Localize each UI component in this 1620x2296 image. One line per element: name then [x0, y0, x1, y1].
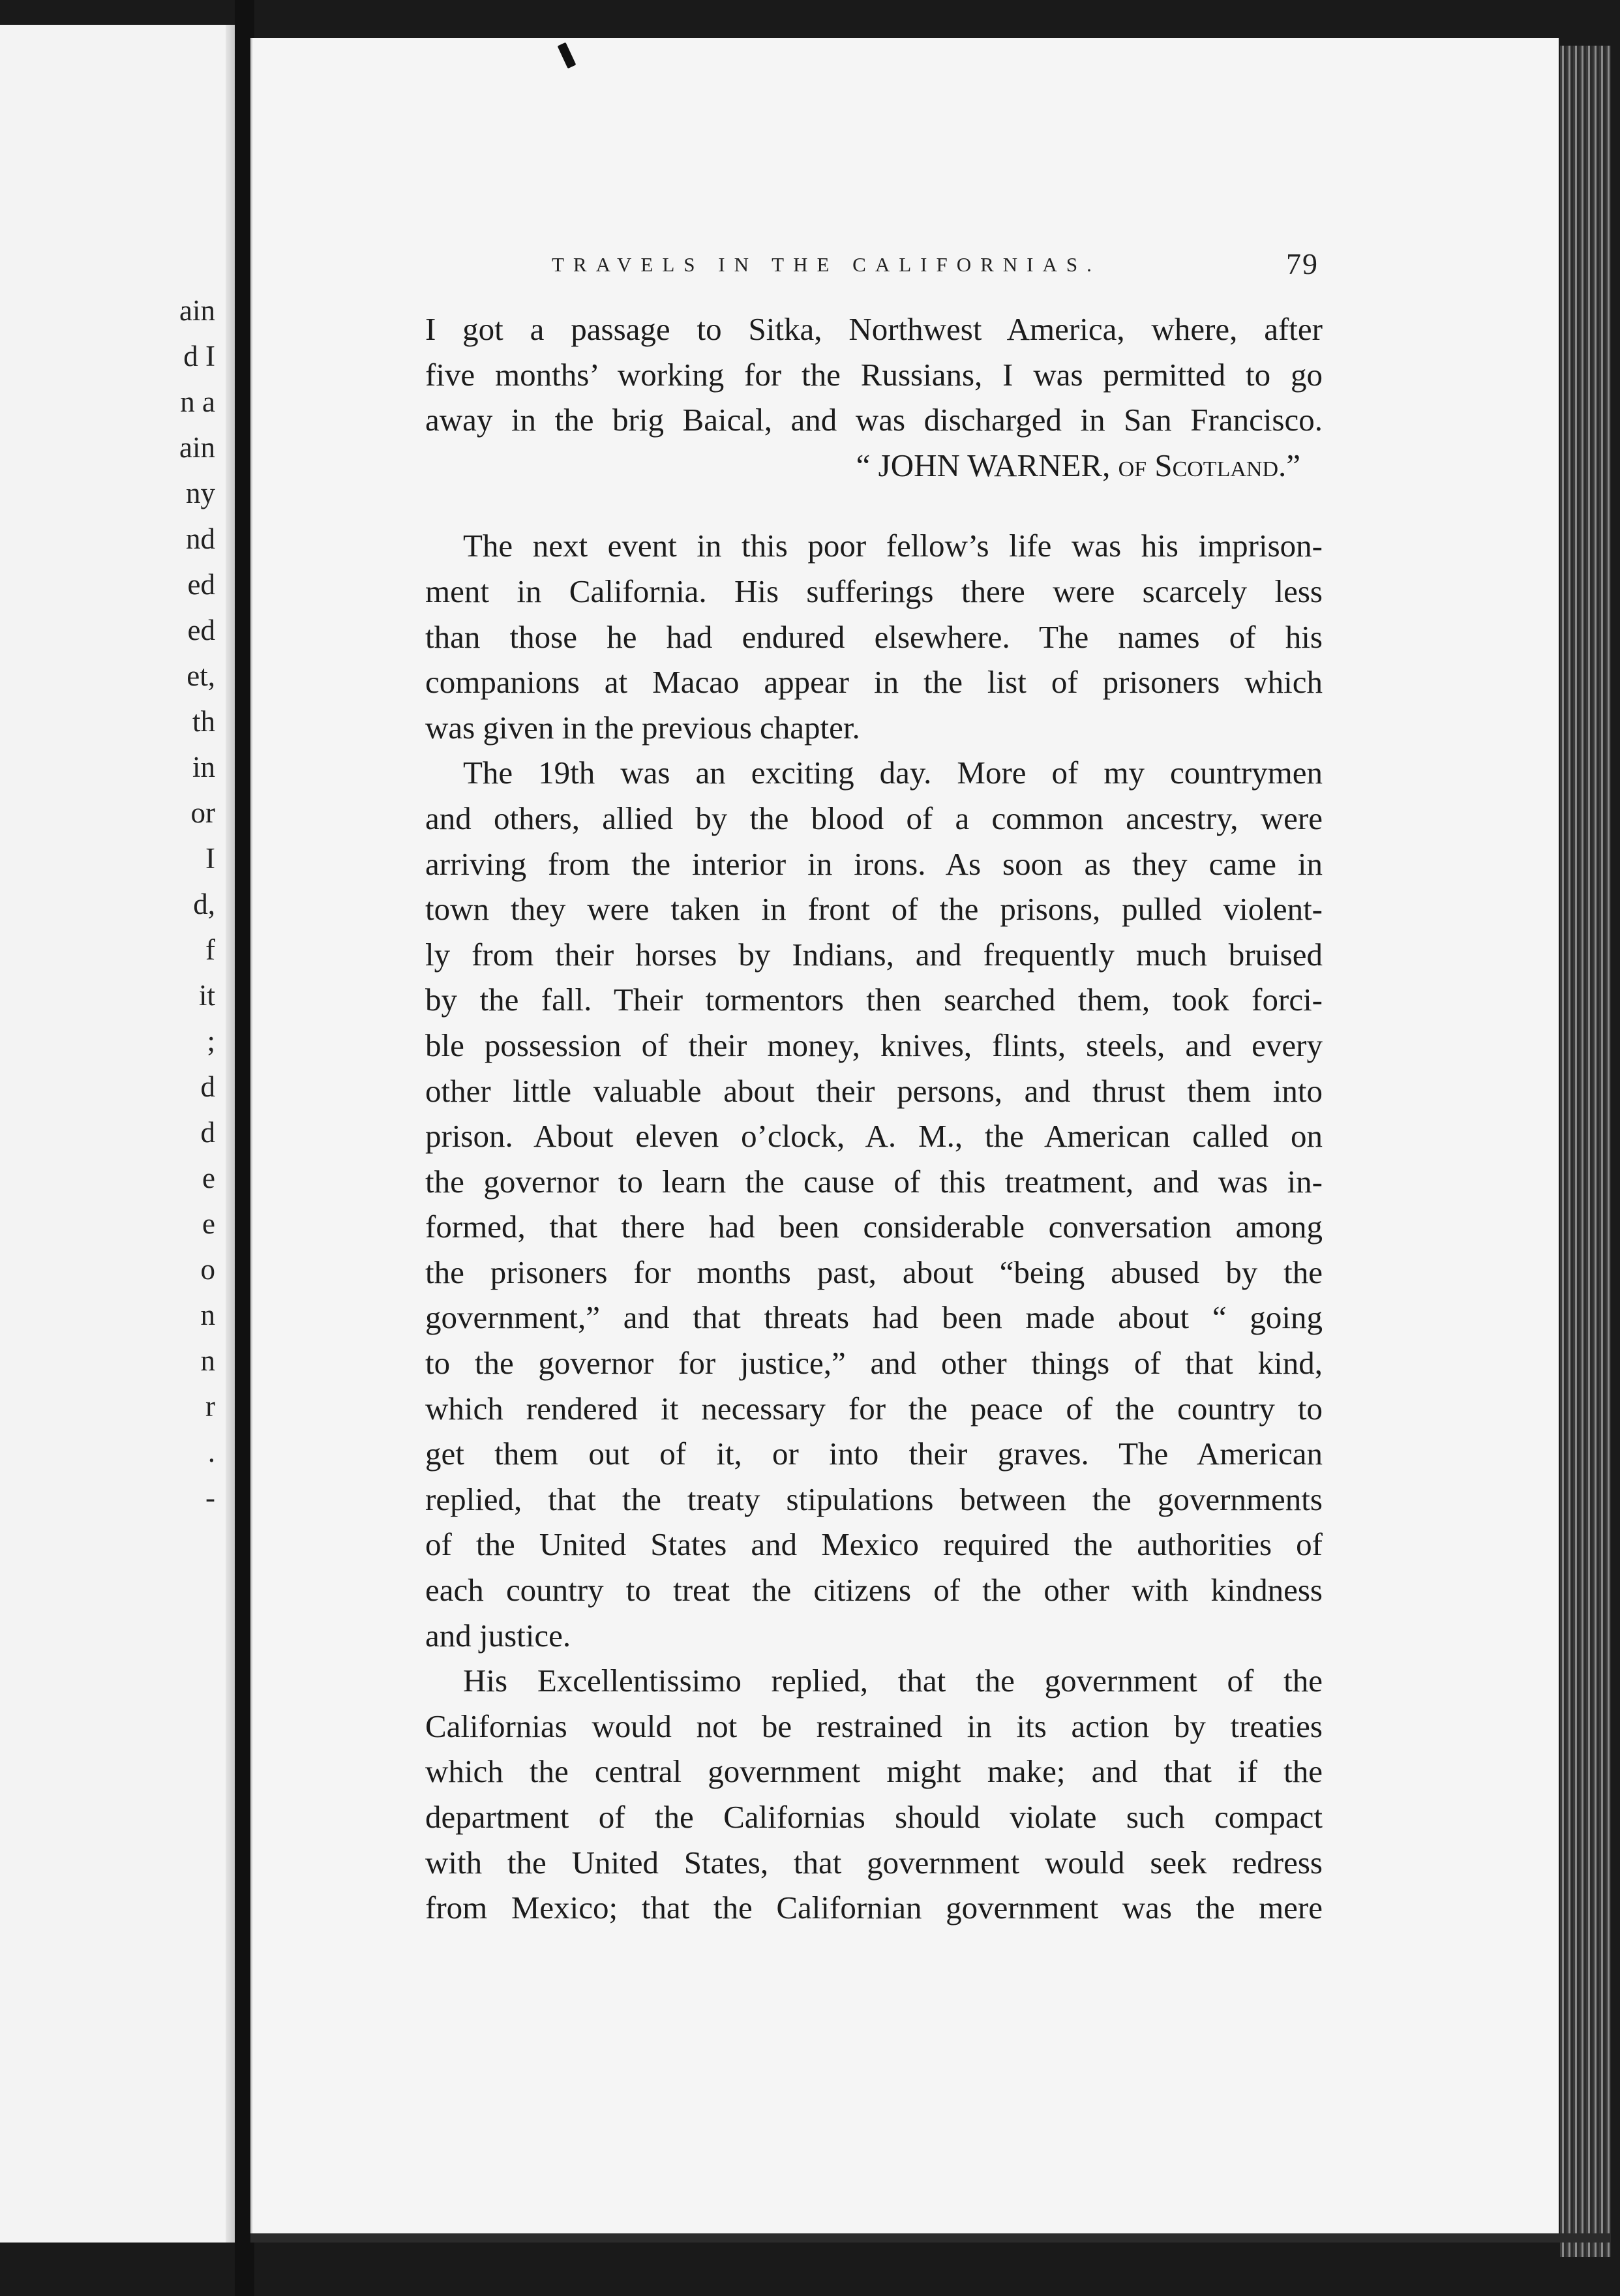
text-line: get them out of it, or into their graves. The American: [425, 1436, 1323, 1472]
signature-line: “ JOHN WARNER, of Scotland.”: [856, 447, 1300, 483]
text-line: each country to treat the citizens of the other with kindness: [425, 1572, 1323, 1609]
text-line: other little valuable about their persons, and thrust them into: [425, 1072, 1323, 1109]
left-fragment: e: [202, 1162, 215, 1194]
page-edges-stack: [1560, 46, 1611, 2257]
text-line: and others, allied by the blood of a common ancestry, were: [425, 800, 1323, 836]
left-fragment: ain: [179, 431, 215, 464]
text-line: with the United States, that government would seek redress: [425, 1844, 1323, 1881]
text-line: to the governor for justice,” and other things of that kind,: [425, 1345, 1323, 1382]
text-line: by the fall. Their tormentors then searched them, took forci-: [425, 982, 1323, 1018]
left-fragment: n: [200, 1299, 215, 1331]
left-fragment: I: [205, 842, 215, 875]
text-line: which the central government might make; and that if the: [425, 1753, 1323, 1790]
text-line: from Mexico; that the Californian government was the mere: [425, 1890, 1323, 1926]
page-bottom-shadow: [250, 2233, 1611, 2243]
left-fragment: r: [205, 1390, 215, 1423]
running-title: TRAVELS IN THE CALIFORNIAS.: [552, 253, 1101, 276]
text-line: The 19th was an exciting day. More of my countrymen: [463, 755, 1323, 791]
left-fragment: -: [205, 1481, 215, 1514]
text-line: formed, that there had been considerable conversation among: [425, 1209, 1323, 1245]
left-fragment: ed: [187, 614, 215, 646]
text-line: companions at Macao appear in the list of prisoners which: [425, 664, 1323, 701]
text-line: town they were taken in front of the prisons, pulled violent-: [425, 891, 1323, 928]
text-line: arriving from the interior in irons. As soon as they came in: [425, 845, 1323, 882]
text-line: department of the Californias should violate such compact: [425, 1799, 1323, 1835]
left-fragment: e: [202, 1207, 215, 1240]
text-line: than those he had endured elsewhere. The names of his: [425, 618, 1323, 655]
text-line: which rendered it necessary for the peace of the country to: [425, 1390, 1323, 1427]
left-fragment: d,: [193, 888, 215, 920]
left-fragment: or: [190, 796, 215, 829]
text-line: ment in California. His sufferings there were scarcely less: [425, 573, 1323, 609]
text-line: prison. About eleven o’clock, A. M., the American called on: [425, 1118, 1323, 1155]
text-line: was given in the previous chapter.: [425, 709, 860, 746]
left-fragment: d I: [183, 340, 215, 372]
text-line: five months’ working for the Russians, I was permitted to go: [425, 356, 1323, 393]
left-fragment: d: [200, 1070, 215, 1103]
left-fragment: in: [192, 751, 215, 783]
left-fragment: ;: [207, 1025, 215, 1057]
text-line: replied, that the treaty stipulations between the governments: [425, 1481, 1323, 1517]
left-fragment: it: [198, 979, 215, 1012]
text-line: ly from their horses by Indians, and frequently much bruised: [425, 936, 1323, 973]
text-line: Californias would not be restrained in its action by treaties: [425, 1708, 1323, 1744]
left-fragment: o: [200, 1253, 215, 1286]
text-line: the governor to learn the cause of this treatment, and was in-: [425, 1163, 1323, 1200]
left-fragment: et,: [187, 659, 215, 692]
running-header: [552, 247, 1319, 283]
left-fragment: ain: [179, 294, 215, 327]
left-fragment: .: [207, 1436, 215, 1468]
body-text: [425, 307, 1323, 1931]
left-fragment: n a: [180, 385, 215, 418]
ink-speck: [558, 42, 577, 68]
left-fragment: d: [200, 1116, 215, 1149]
left-fragment: ed: [187, 568, 215, 601]
left-facing-page: [0, 25, 239, 2243]
text-line: of the United States and Mexico required the authorities of: [425, 1526, 1323, 1563]
text-line: government,” and that threats had been made about “ going: [425, 1299, 1323, 1336]
left-fragment: ny: [186, 477, 215, 509]
page-number: 79: [1286, 247, 1319, 280]
left-fragment: th: [192, 705, 215, 738]
text-line: I got a passage to Sitka, Northwest America, where, after: [425, 311, 1323, 347]
left-fragment: n: [200, 1344, 215, 1377]
text-line: and justice.: [425, 1617, 571, 1654]
left-fragment: f: [205, 933, 215, 966]
text-line: His Excellentissimo replied, that the government of the: [463, 1663, 1323, 1699]
text-line: ble possession of their money, knives, flints, steels, and every: [425, 1027, 1323, 1063]
left-fragment: nd: [186, 522, 215, 555]
text-line: the prisoners for months past, about “being abused by the: [425, 1254, 1323, 1290]
text-line: away in the brig Baical, and was discharged in San Francisco.: [425, 402, 1323, 438]
text-line: The next event in this poor fellow’s life was his imprison-: [463, 528, 1323, 564]
